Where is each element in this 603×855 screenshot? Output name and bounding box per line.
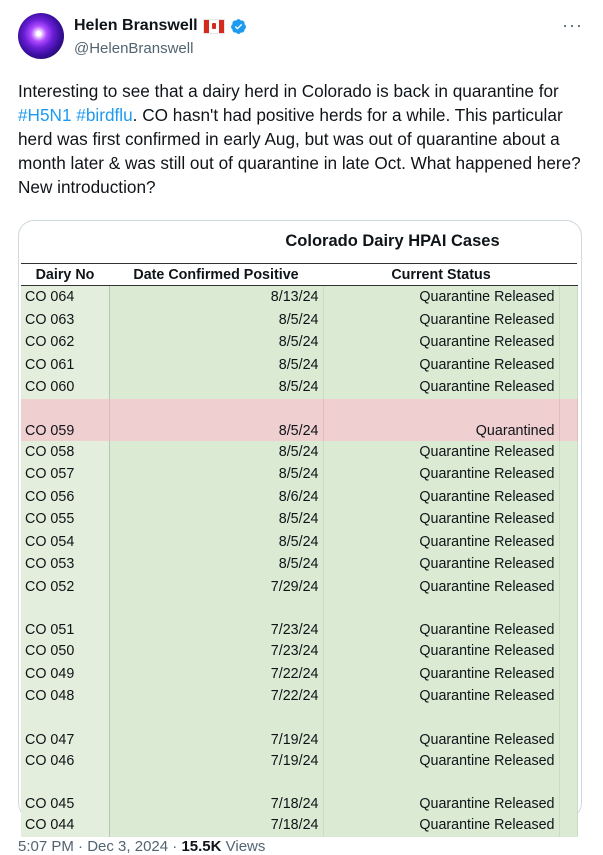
- cell-status: Quarantine Released: [323, 354, 559, 377]
- cell-date: 8/5/24: [109, 376, 323, 399]
- cell-dairy-no: CO 055: [21, 508, 109, 531]
- table-row: [21, 286, 577, 309]
- hashtag-h5n1[interactable]: #H5N1: [18, 105, 72, 125]
- cell-date: 8/5/24: [109, 399, 323, 441]
- cell-dairy-no: CO 054: [21, 531, 109, 554]
- cell-dairy-no: CO 063: [21, 309, 109, 332]
- sheet-title: Colorado Dairy HPAI Cases: [285, 232, 500, 250]
- hashtag-birdflu[interactable]: #birdflu: [76, 105, 133, 125]
- cell-status: Quarantine Released: [323, 508, 559, 531]
- cell-status: Quarantine Released: [323, 598, 559, 640]
- cell-dairy-no: CO 046: [21, 750, 109, 773]
- cell-date: 8/5/24: [109, 463, 323, 486]
- cell-date: 8/13/24: [109, 286, 323, 309]
- tweet-date[interactable]: Dec 3, 2024: [87, 838, 169, 855]
- cell-dairy-no: CO 062: [21, 331, 109, 354]
- cell-dairy-no: CO 044: [21, 814, 109, 837]
- tweet-meta: 5:07 PM · Dec 3, 2024 · 15.5K Views: [18, 838, 266, 855]
- cell-status: Quarantine Released: [323, 486, 559, 509]
- table-row: [21, 814, 577, 837]
- table-row: [21, 685, 577, 708]
- cell-status: Quarantine Released: [323, 441, 559, 464]
- cell-date: 8/5/24: [109, 354, 323, 377]
- cell-status: Quarantine Released: [323, 640, 559, 663]
- table-row: [21, 772, 577, 814]
- table-row: [21, 708, 577, 750]
- cell-date: 7/19/24: [109, 708, 323, 750]
- author-handle[interactable]: @HelenBranswell: [74, 40, 194, 57]
- cell-dairy-no: CO 058: [21, 441, 109, 464]
- spreadsheet: [21, 221, 579, 837]
- cell-dairy-no: CO 048: [21, 685, 109, 708]
- cell-date: 7/19/24: [109, 750, 323, 773]
- cell-date: 8/6/24: [109, 486, 323, 509]
- avatar[interactable]: [18, 13, 64, 59]
- table-row: [21, 553, 577, 576]
- views-label: Views: [221, 838, 266, 855]
- table-row: [21, 750, 577, 773]
- cell-dairy-no: CO 056: [21, 486, 109, 509]
- table-row: [21, 663, 577, 686]
- cell-date: 8/5/24: [109, 441, 323, 464]
- cell-status: Quarantine Released: [323, 463, 559, 486]
- header-current-status: Current Status: [323, 264, 559, 286]
- cell-date: 8/5/24: [109, 553, 323, 576]
- cell-dairy-no: CO 052: [21, 576, 109, 599]
- cell-status: Quarantine Released: [323, 708, 559, 750]
- table-row: [21, 376, 577, 399]
- tweet-time[interactable]: 5:07 PM: [18, 838, 74, 855]
- table-header-row: [21, 264, 577, 286]
- table-row: [21, 309, 577, 332]
- cell-date: 7/18/24: [109, 814, 323, 837]
- views-count: 15.5K: [181, 838, 222, 855]
- cell-status: Quarantine Released: [323, 576, 559, 599]
- cell-date: 7/29/24: [109, 576, 323, 599]
- cell-date: 7/23/24: [109, 598, 323, 640]
- cell-date: 7/22/24: [109, 685, 323, 708]
- cell-dairy-no: CO 049: [21, 663, 109, 686]
- cell-date: 7/23/24: [109, 640, 323, 663]
- cases-table: [21, 263, 578, 837]
- cell-date: 8/5/24: [109, 508, 323, 531]
- cell-status: Quarantine Released: [323, 553, 559, 576]
- table-row: [21, 441, 577, 464]
- cell-status: Quarantine Released: [323, 331, 559, 354]
- cell-status: Quarantined: [323, 399, 559, 441]
- cell-dairy-no: CO 057: [21, 463, 109, 486]
- table-row: [21, 508, 577, 531]
- cell-dairy-no: CO 053: [21, 553, 109, 576]
- canada-flag-icon: [203, 19, 225, 34]
- cell-status: Quarantine Released: [323, 309, 559, 332]
- cell-status: Quarantine Released: [323, 750, 559, 773]
- table-row: [21, 576, 577, 599]
- cell-date: 8/5/24: [109, 331, 323, 354]
- verified-badge-icon: [230, 18, 247, 35]
- table-row: [21, 598, 577, 640]
- table-row: [21, 463, 577, 486]
- table-row: [21, 486, 577, 509]
- cell-date: 7/18/24: [109, 772, 323, 814]
- tweet-text: Interesting to see that a dairy herd in Colorado is back in quarantine for #H5N1 #birdflu. CO hasn't had positive herds for a while. This particular herd was first confirmed in early Aug, but was out of quarantine about a month later & was still out of quarantine in late Oct. What happened here? New introduction?: [18, 81, 581, 197]
- cell-status: Quarantine Released: [323, 772, 559, 814]
- table-row: [21, 331, 577, 354]
- cell-dairy-no: CO 045: [21, 772, 109, 814]
- cell-dairy-no: CO 061: [21, 354, 109, 377]
- cell-dairy-no: CO 050: [21, 640, 109, 663]
- cell-dairy-no: CO 047: [21, 708, 109, 750]
- cell-status: Quarantine Released: [323, 531, 559, 554]
- cell-dairy-no: CO 051: [21, 598, 109, 640]
- cell-status: Quarantine Released: [323, 814, 559, 837]
- cell-dairy-no: CO 059: [21, 399, 109, 441]
- author-display-name[interactable]: Helen Branswell: [74, 17, 198, 34]
- table-row: [21, 640, 577, 663]
- cell-date: 8/5/24: [109, 309, 323, 332]
- author-name-row[interactable]: [74, 17, 247, 35]
- table-row: [21, 531, 577, 554]
- attached-image[interactable]: [18, 220, 582, 834]
- cell-status: Quarantine Released: [323, 663, 559, 686]
- header-date-confirmed: Date Confirmed Positive: [109, 264, 323, 286]
- table-row: [21, 354, 577, 377]
- cell-status: Quarantine Released: [323, 685, 559, 708]
- cell-date: 7/22/24: [109, 663, 323, 686]
- cell-date: 8/5/24: [109, 531, 323, 554]
- table-row: [21, 399, 577, 441]
- more-options-icon[interactable]: ···: [562, 15, 583, 35]
- cell-dairy-no: CO 060: [21, 376, 109, 399]
- cell-status: Quarantine Released: [323, 376, 559, 399]
- cell-dairy-no: CO 064: [21, 286, 109, 309]
- cell-status: Quarantine Released: [323, 286, 559, 309]
- header-dairy-no: Dairy No: [21, 264, 109, 286]
